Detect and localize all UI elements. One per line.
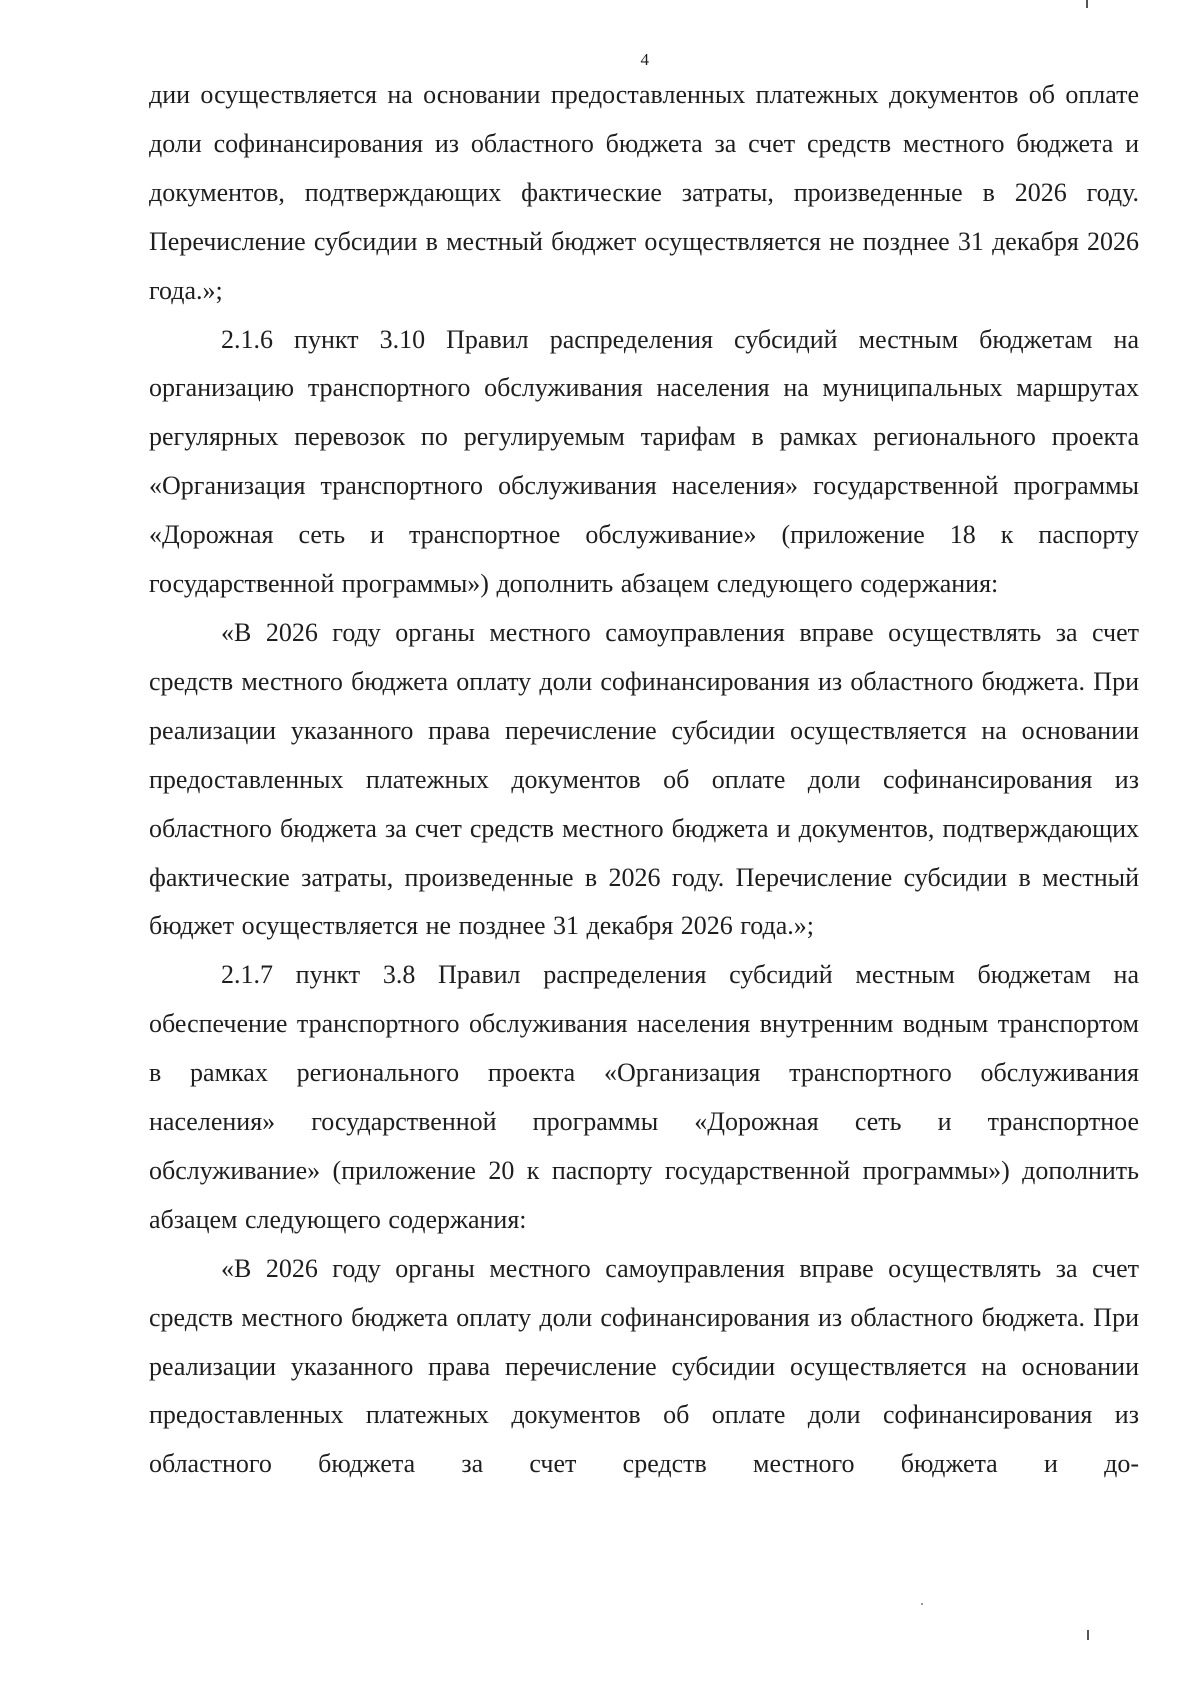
paragraph-2-1-6: 2.1.6 пункт 3.10 Правил распределения субсидий местным бюджетам на организацию транспортного обслуживания населения на муниципальных маршрутах регулярных перевозок по регулируемым тарифам в рамках регионального проекта «Организация транспортного обслуживания населения» государственной программы «Дорожная сеть и транспортное обслуживание» (приложение 18 к паспорту государственной программы») дополнить абзацем следующего содержания: [149, 324, 1139, 599]
scan-artifact [1087, 1630, 1089, 1640]
paragraph-continuation: дии осуществляется на основании предоставленных платежных документов об оплате доли софинансирования из областного бюджета за счет средств местного бюджета и документов, подтверждающих фактические затраты, произведенные в 2026 году. Перечисление субсидии в местный бюджет осуществляется не позднее 31 декабря 2026 года.»; [149, 80, 1139, 305]
paragraph-quote-2-1-7: «В 2026 году органы местного самоуправления вправе осуществлять за счет средств местного бюджета оплату доли софинансирования из областного бюджета. При реализации указанного права перечисление субсидии осуществляется на основании предоставленных платежных документов об оплате доли софинансирования из областного бюджета за счет средств местного бюджета и до- [149, 1253, 1139, 1479]
scan-artifact [921, 1603, 923, 1605]
scan-artifact [1086, 0, 1088, 8]
paragraph-2-1-7: 2.1.7 пункт 3.8 Правил распределения субсидий местным бюджетам на обеспечение транспортного обслуживания населения внутренним водным транспортом в рамках регионального проекта «Организация транспортного обслуживания населения» государственной программы «Дорожная сеть и транспортное обслуживание» (приложение 20 к паспорту государственной программы») дополнить абзацем следующего содержания: [149, 960, 1139, 1234]
page-number: 4 [640, 50, 650, 69]
paragraph-quote-2-1-6: «В 2026 году органы местного самоуправления вправе осуществлять за счет средств местного бюджета оплату доли софинансирования из областного бюджета. При реализации указанного права перечисление субсидии осуществляется на основании предоставленных платежных документов об оплате доли софинансирования из областного бюджета за счет средств местного бюджета и документов, подтверждающих фактические затраты, произведенные в 2026 году. Перечисление субсидии в местный бюджет осуществляется не позднее 31 декабря 2026 года.»; [149, 617, 1139, 941]
document-body [149, 71, 1139, 1489]
